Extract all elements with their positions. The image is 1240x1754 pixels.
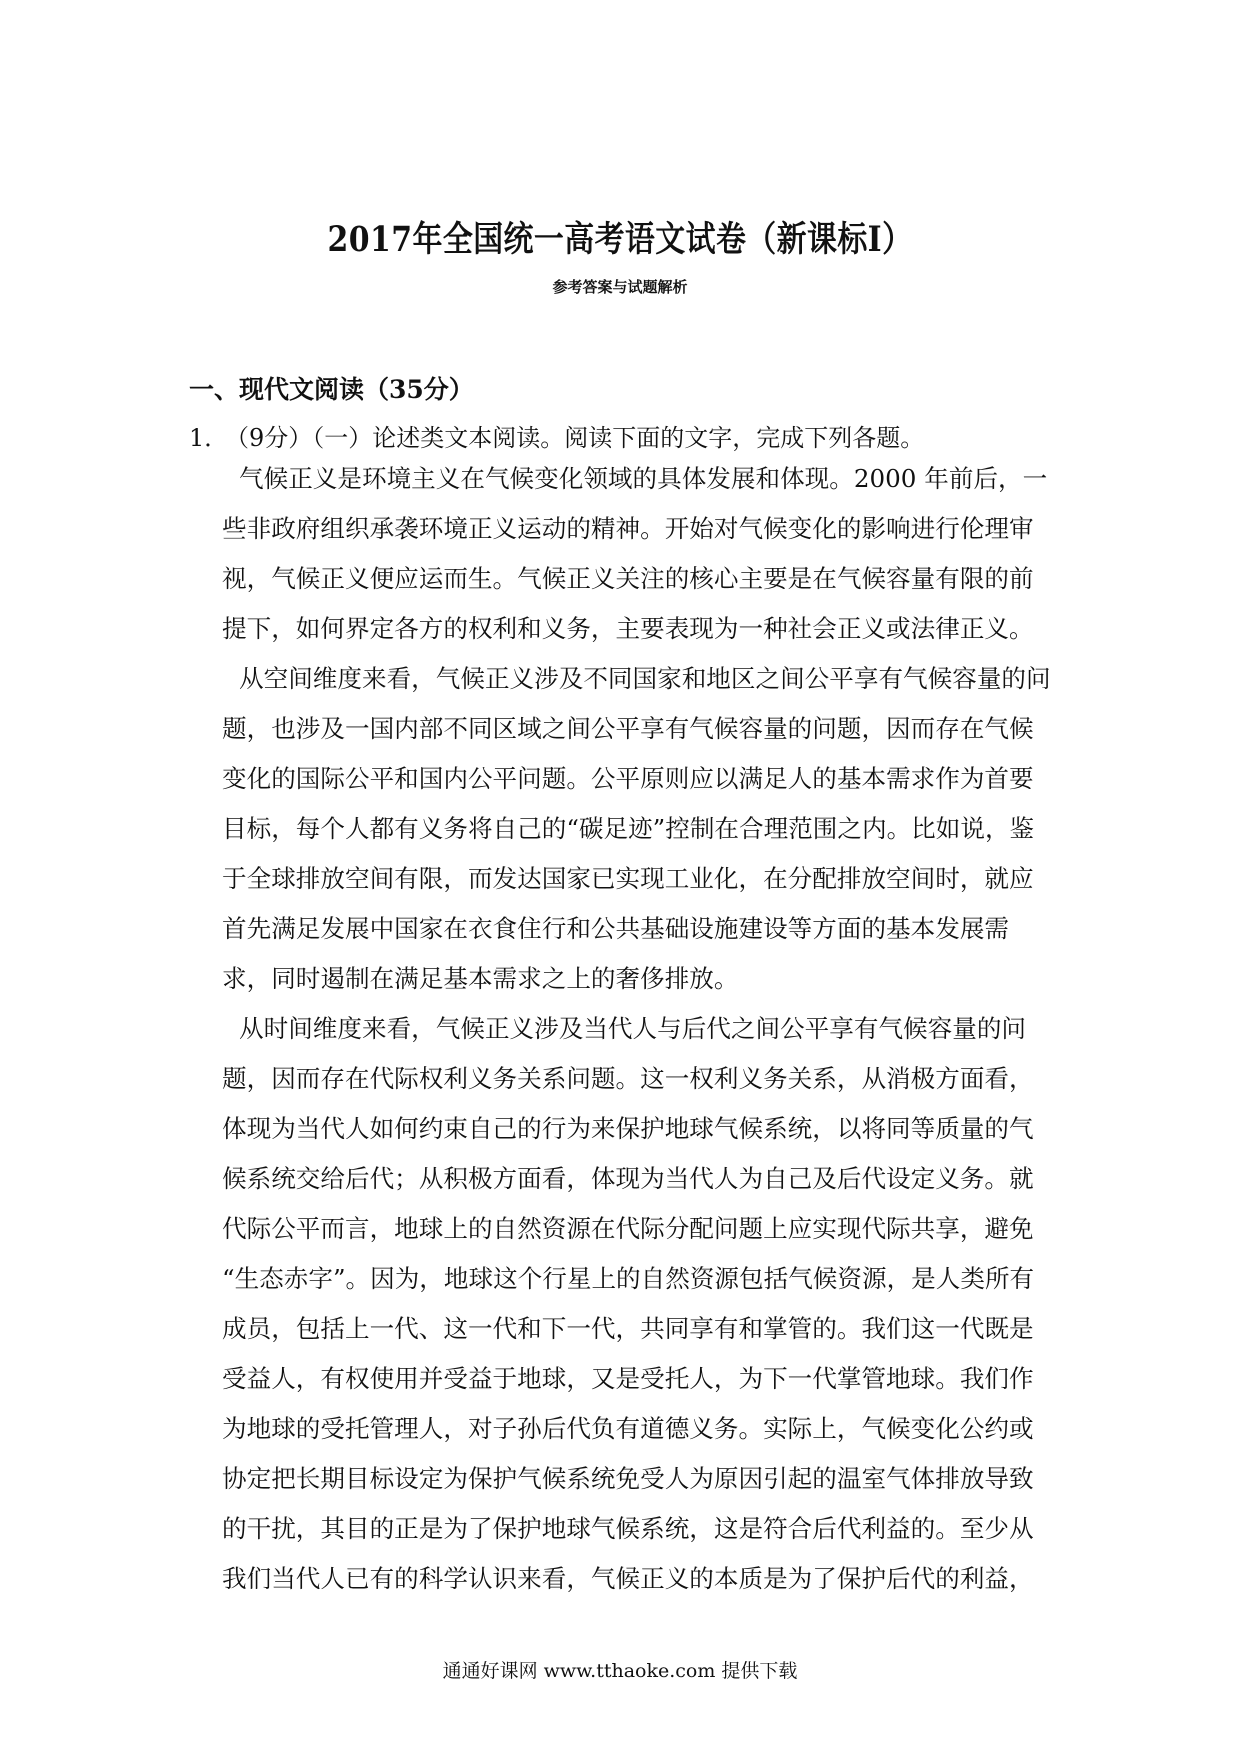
paragraph-line: “生态赤字”。因为，地球这个行星上的自然资源包括气候资源，是人类所有 — [222, 1264, 1035, 1293]
paragraph-line: 提下，如何界定各方的权利和义务，主要表现为一种社会正义或法律正义。 — [222, 614, 1034, 643]
question-text: （9分）（一）论述类文本阅读。阅读下面的文字，完成下列各题。 — [225, 424, 925, 452]
paragraph-line: 的干扰，其目的正是为了保护地球气候系统，这是符合后代利益的。至少从 — [222, 1514, 1034, 1543]
paragraph-line: 我们当代人已有的科学认识来看，气候正义的本质是为了保护后代的利益， — [222, 1564, 1034, 1593]
paragraph-line: 些非政府组织承袭环境正义运动的精神。开始对气候变化的影响进行伦理审 — [222, 514, 1034, 543]
paragraph-line: 题，因而存在代际权利义务关系问题。这一权利义务关系，从消极方面看， — [222, 1064, 1034, 1093]
paragraph-line: 求，同时遏制在满足基本需求之上的奢侈排放。 — [222, 964, 739, 993]
paragraph-line: 从空间维度来看，气候正义涉及不同国家和地区之间公平享有气候容量的问 — [239, 664, 1051, 693]
paragraph-line: 体现为当代人如何约束自己的行为来保护地球气候系统，以将同等质量的气 — [222, 1114, 1034, 1143]
document-title: 2017年全国统一高考语文试卷（新课标I） — [327, 219, 913, 260]
paragraph-line: 目标，每个人都有义务将自己的“碳足迹”控制在合理范围之内。比如说，鉴 — [222, 814, 1035, 843]
paragraph-line: 为地球的受托管理人，对子孙后代负有道德义务。实际上，气候变化公约或 — [222, 1414, 1034, 1443]
paragraph-line: 视，气候正义便应运而生。气候正义关注的核心主要是在气候容量有限的前 — [222, 564, 1034, 593]
section-heading: 一、现代文阅读（35分） — [189, 375, 474, 404]
document-subtitle: 参考答案与试题解析 — [552, 278, 688, 296]
paragraph-line: 于全球排放空间有限，而发达国家已实现工业化，在分配排放空间时，就应 — [222, 864, 1034, 893]
question-number: 1． — [189, 424, 229, 452]
paragraph-line: 协定把长期目标设定为保护气候系统免受人为原因引起的温室气体排放导致 — [222, 1464, 1034, 1493]
paragraph-line: 受益人，有权使用并受益于地球，又是受托人，为下一代掌管地球。我们作 — [222, 1364, 1034, 1393]
paragraph-line: 代际公平而言，地球上的自然资源在代际分配问题上应实现代际共享，避免 — [222, 1214, 1034, 1243]
paragraph-line: 成员，包括上一代、这一代和下一代，共同享有和掌管的。我们这一代既是 — [222, 1314, 1034, 1343]
page-footer: 通通好课网 www.tthaoke.com 提供下载 — [442, 1660, 798, 1682]
paragraph-line: 气候正义是环境主义在气候变化领域的具体发展和体现。2000 年前后，一 — [239, 464, 1048, 493]
paragraph-line: 从时间维度来看，气候正义涉及当代人与后代之间公平享有气候容量的问 — [239, 1014, 1027, 1043]
paragraph-line: 题，也涉及一国内部不同区域之间公平享有气候容量的问题，因而存在气候 — [222, 714, 1034, 743]
paragraph-line: 变化的国际公平和国内公平问题。公平原则应以满足人的基本需求作为首要 — [222, 764, 1034, 793]
question-line — [189, 418, 924, 453]
paragraph-line: 候系统交给后代；从积极方面看，体现为当代人为自己及后代设定义务。就 — [222, 1164, 1034, 1193]
paragraph-line: 首先满足发展中国家在衣食住行和公共基础设施建设等方面的基本发展需 — [222, 914, 1010, 943]
